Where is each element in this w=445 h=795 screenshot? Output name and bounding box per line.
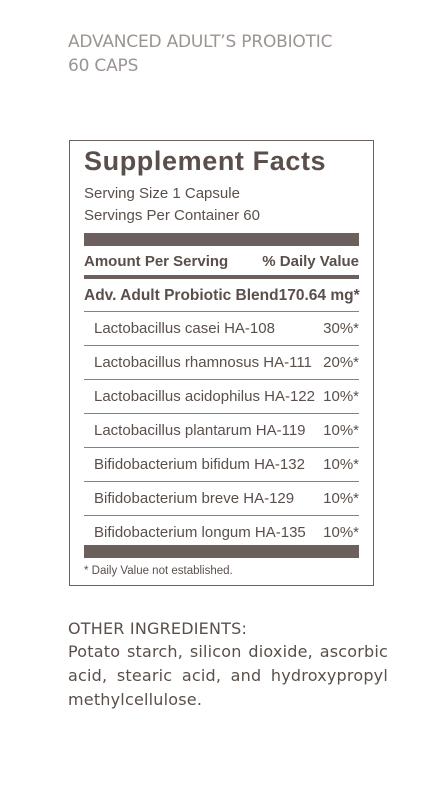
supplement-facts-title: Supplement Facts: [84, 146, 327, 176]
header-divider: [84, 275, 359, 279]
footnote: * Daily Value not established.: [84, 565, 233, 577]
bottom-divider-bar: [84, 545, 359, 558]
ingredient-dv: 10%*: [323, 388, 359, 405]
ingredient-name: Lactobacillus casei HA-108: [94, 320, 275, 337]
blend-row: [84, 283, 359, 309]
amount-header-row: [84, 249, 359, 273]
other-ingredients-heading: OTHER INGREDIENTS:: [68, 619, 248, 638]
ingredient-dv: 20%*: [323, 354, 359, 371]
ingredient-row: [84, 379, 359, 413]
ingredient-row: [84, 413, 359, 447]
daily-value-header: % Daily Value: [262, 252, 359, 270]
other-ingredients-text: Potato starch, silicon dioxide, ascorbic acid, stearic acid, and hydroxypropyl methylcellulose.: [68, 642, 388, 709]
blend-amount: 170.64 mg*: [278, 287, 360, 304]
ingredient-name: Lactobacillus plantarum HA-119: [94, 422, 306, 439]
product-name: ADVANCED ADULT’S PROBIOTIC: [68, 32, 333, 52]
serving-info: [84, 183, 260, 227]
ingredient-row: [84, 311, 359, 345]
ingredient-row: [84, 481, 359, 515]
ingredient-row: [84, 345, 359, 379]
ingredient-dv: 10%*: [323, 422, 359, 439]
ingredient-dv: 30%*: [323, 320, 359, 337]
ingredient-row: [84, 515, 359, 549]
ingredient-name: Lactobacillus acidophilus HA-122: [94, 388, 315, 405]
product-header: [68, 30, 428, 78]
blend-name: Adv. Adult Probiotic Blend: [84, 287, 279, 304]
ingredient-dv: 10%*: [323, 524, 359, 541]
top-divider-bar: [84, 233, 359, 246]
ingredient-name: Bifidobacterium bifidum HA-132: [94, 456, 305, 473]
servings-per-container: Servings Per Container 60: [84, 207, 260, 224]
serving-size: Serving Size 1 Capsule: [84, 185, 240, 202]
supplement-facts-panel: [69, 140, 374, 586]
ingredient-list: [84, 311, 359, 549]
amount-per-serving-header: Amount Per Serving: [84, 252, 229, 270]
ingredient-dv: 10%*: [323, 456, 359, 473]
product-count: 60 CAPS: [68, 56, 139, 76]
ingredient-row: [84, 447, 359, 481]
ingredient-dv: 10%*: [323, 490, 359, 507]
ingredient-name: Bifidobacterium longum HA-135: [94, 524, 306, 541]
ingredient-name: Bifidobacterium breve HA-129: [94, 490, 295, 507]
supplement-facts-inner: [84, 141, 359, 585]
ingredient-name: Lactobacillus rhamnosus HA-111: [94, 354, 312, 371]
other-ingredients-section: [68, 618, 388, 712]
